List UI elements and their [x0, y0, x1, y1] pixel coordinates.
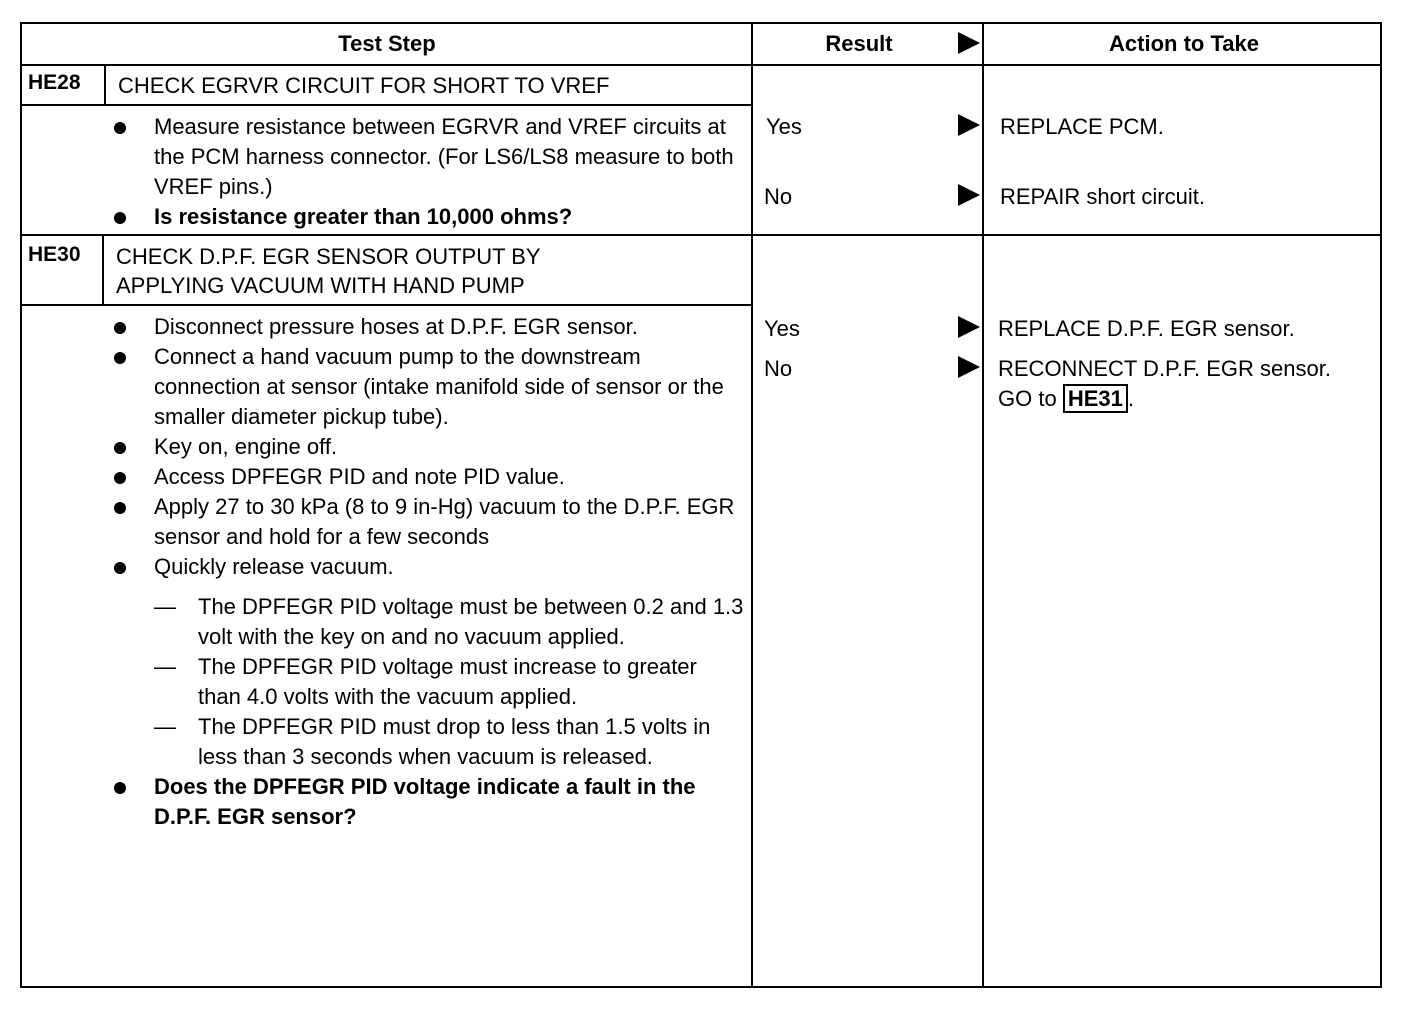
bullet-icon — [114, 212, 126, 224]
header-test-step: Test Step — [338, 31, 436, 56]
list-item: Quickly release vacuum. — The DPFEGR PID voltage must be between 0.2 and 1.3 volt with the key on and no vacuum applied. — The DPFEGR PID voltage must increase to greater than 4.0 volts with the vacuum applied. — The DPFEGR PID must drop to less than 1.5 volts in less than 3 seconds when vacuum is released. — [114, 552, 744, 772]
step-code-he28: HE28 — [28, 71, 81, 94]
code-divider-he30 — [102, 234, 104, 304]
header-result: Result — [825, 31, 893, 56]
result-no-he28: No — [764, 184, 793, 209]
result-arrow-icon — [958, 316, 980, 338]
bullet-list-he30 — [114, 312, 744, 832]
list-item: Is resistance greater than 10,000 ohms? — [114, 202, 744, 232]
diagnostic-table — [20, 22, 1382, 988]
bullet-icon — [114, 122, 126, 134]
action-yes-he28: REPLACE PCM. — [1000, 114, 1164, 139]
bullet-icon — [114, 502, 126, 514]
action-no-he30: RECONNECT D.P.F. EGR sensor. GO to HE31 . — [998, 356, 1331, 411]
list-item: Access DPFEGR PID and note PID value. — [114, 462, 744, 492]
dash-item: — The DPFEGR PID voltage must increase to greater than 4.0 volts with the vacuum applied. — [154, 654, 697, 709]
column-divider-result — [751, 24, 753, 988]
action-yes-he30: REPLACE D.P.F. EGR sensor. — [998, 316, 1295, 341]
dash-item: — The DPFEGR PID voltage must be between 0.2 and 1.3 volt with the key on and no vacuum applied. — [154, 594, 744, 649]
step-reference-he31[interactable]: HE31 — [1063, 384, 1128, 413]
list-item: Disconnect pressure hoses at D.P.F. EGR sensor. — [114, 312, 744, 342]
list-item: Measure resistance between EGRVR and VREF circuits at the PCM harness connector. (For LS6/LS8 measure to both VREF pins.) — [114, 112, 744, 202]
step-code-he30: HE30 — [28, 243, 81, 266]
result-arrow-icon — [958, 114, 980, 136]
bullet-list-he28 — [114, 112, 744, 232]
bullet-icon — [114, 442, 126, 454]
bullet-icon — [114, 322, 126, 334]
result-arrow-icon — [958, 356, 980, 378]
dash-item: — The DPFEGR PID must drop to less than 1.5 volts in less than 3 seconds when vacuum is released. — [154, 714, 711, 769]
list-item: Connect a hand vacuum pump to the downstream connection at sensor (intake manifold side of sensor or the smaller diameter pickup tube). — [114, 342, 744, 432]
column-divider-action — [982, 24, 984, 988]
bullet-icon — [114, 782, 126, 794]
result-no-he30: No — [764, 356, 793, 381]
header-action: Action to Take — [1109, 31, 1259, 56]
bullet-icon — [114, 352, 126, 364]
bullet-icon — [114, 562, 126, 574]
result-yes-he28: Yes — [766, 114, 802, 139]
title-divider-he28 — [22, 104, 753, 106]
question-item: Does the DPFEGR PID voltage indicate a fault in the D.P.F. EGR sensor? — [114, 772, 744, 832]
result-yes-he30: Yes — [764, 316, 800, 341]
code-divider-he28 — [104, 64, 106, 104]
list-item: Key on, engine off. — [114, 432, 744, 462]
list-item: Apply 27 to 30 kPa (8 to 9 in-Hg) vacuum to the D.P.F. EGR sensor and hold for a few seconds — [114, 492, 744, 552]
action-no-he28: REPAIR short circuit. — [1000, 184, 1205, 209]
header-divider — [22, 64, 1380, 66]
step-title-he28: CHECK EGRVR CIRCUIT FOR SHORT TO VREF — [118, 73, 610, 98]
title-divider-he30 — [22, 304, 753, 306]
header-arrow-icon — [958, 32, 980, 54]
result-arrow-icon — [958, 184, 980, 206]
dash-list — [154, 592, 744, 772]
row-divider — [22, 234, 1380, 236]
step-title-he30: CHECK D.P.F. EGR SENSOR OUTPUT BY APPLYING VACUUM WITH HAND PUMP — [116, 244, 541, 298]
bullet-icon — [114, 472, 126, 484]
